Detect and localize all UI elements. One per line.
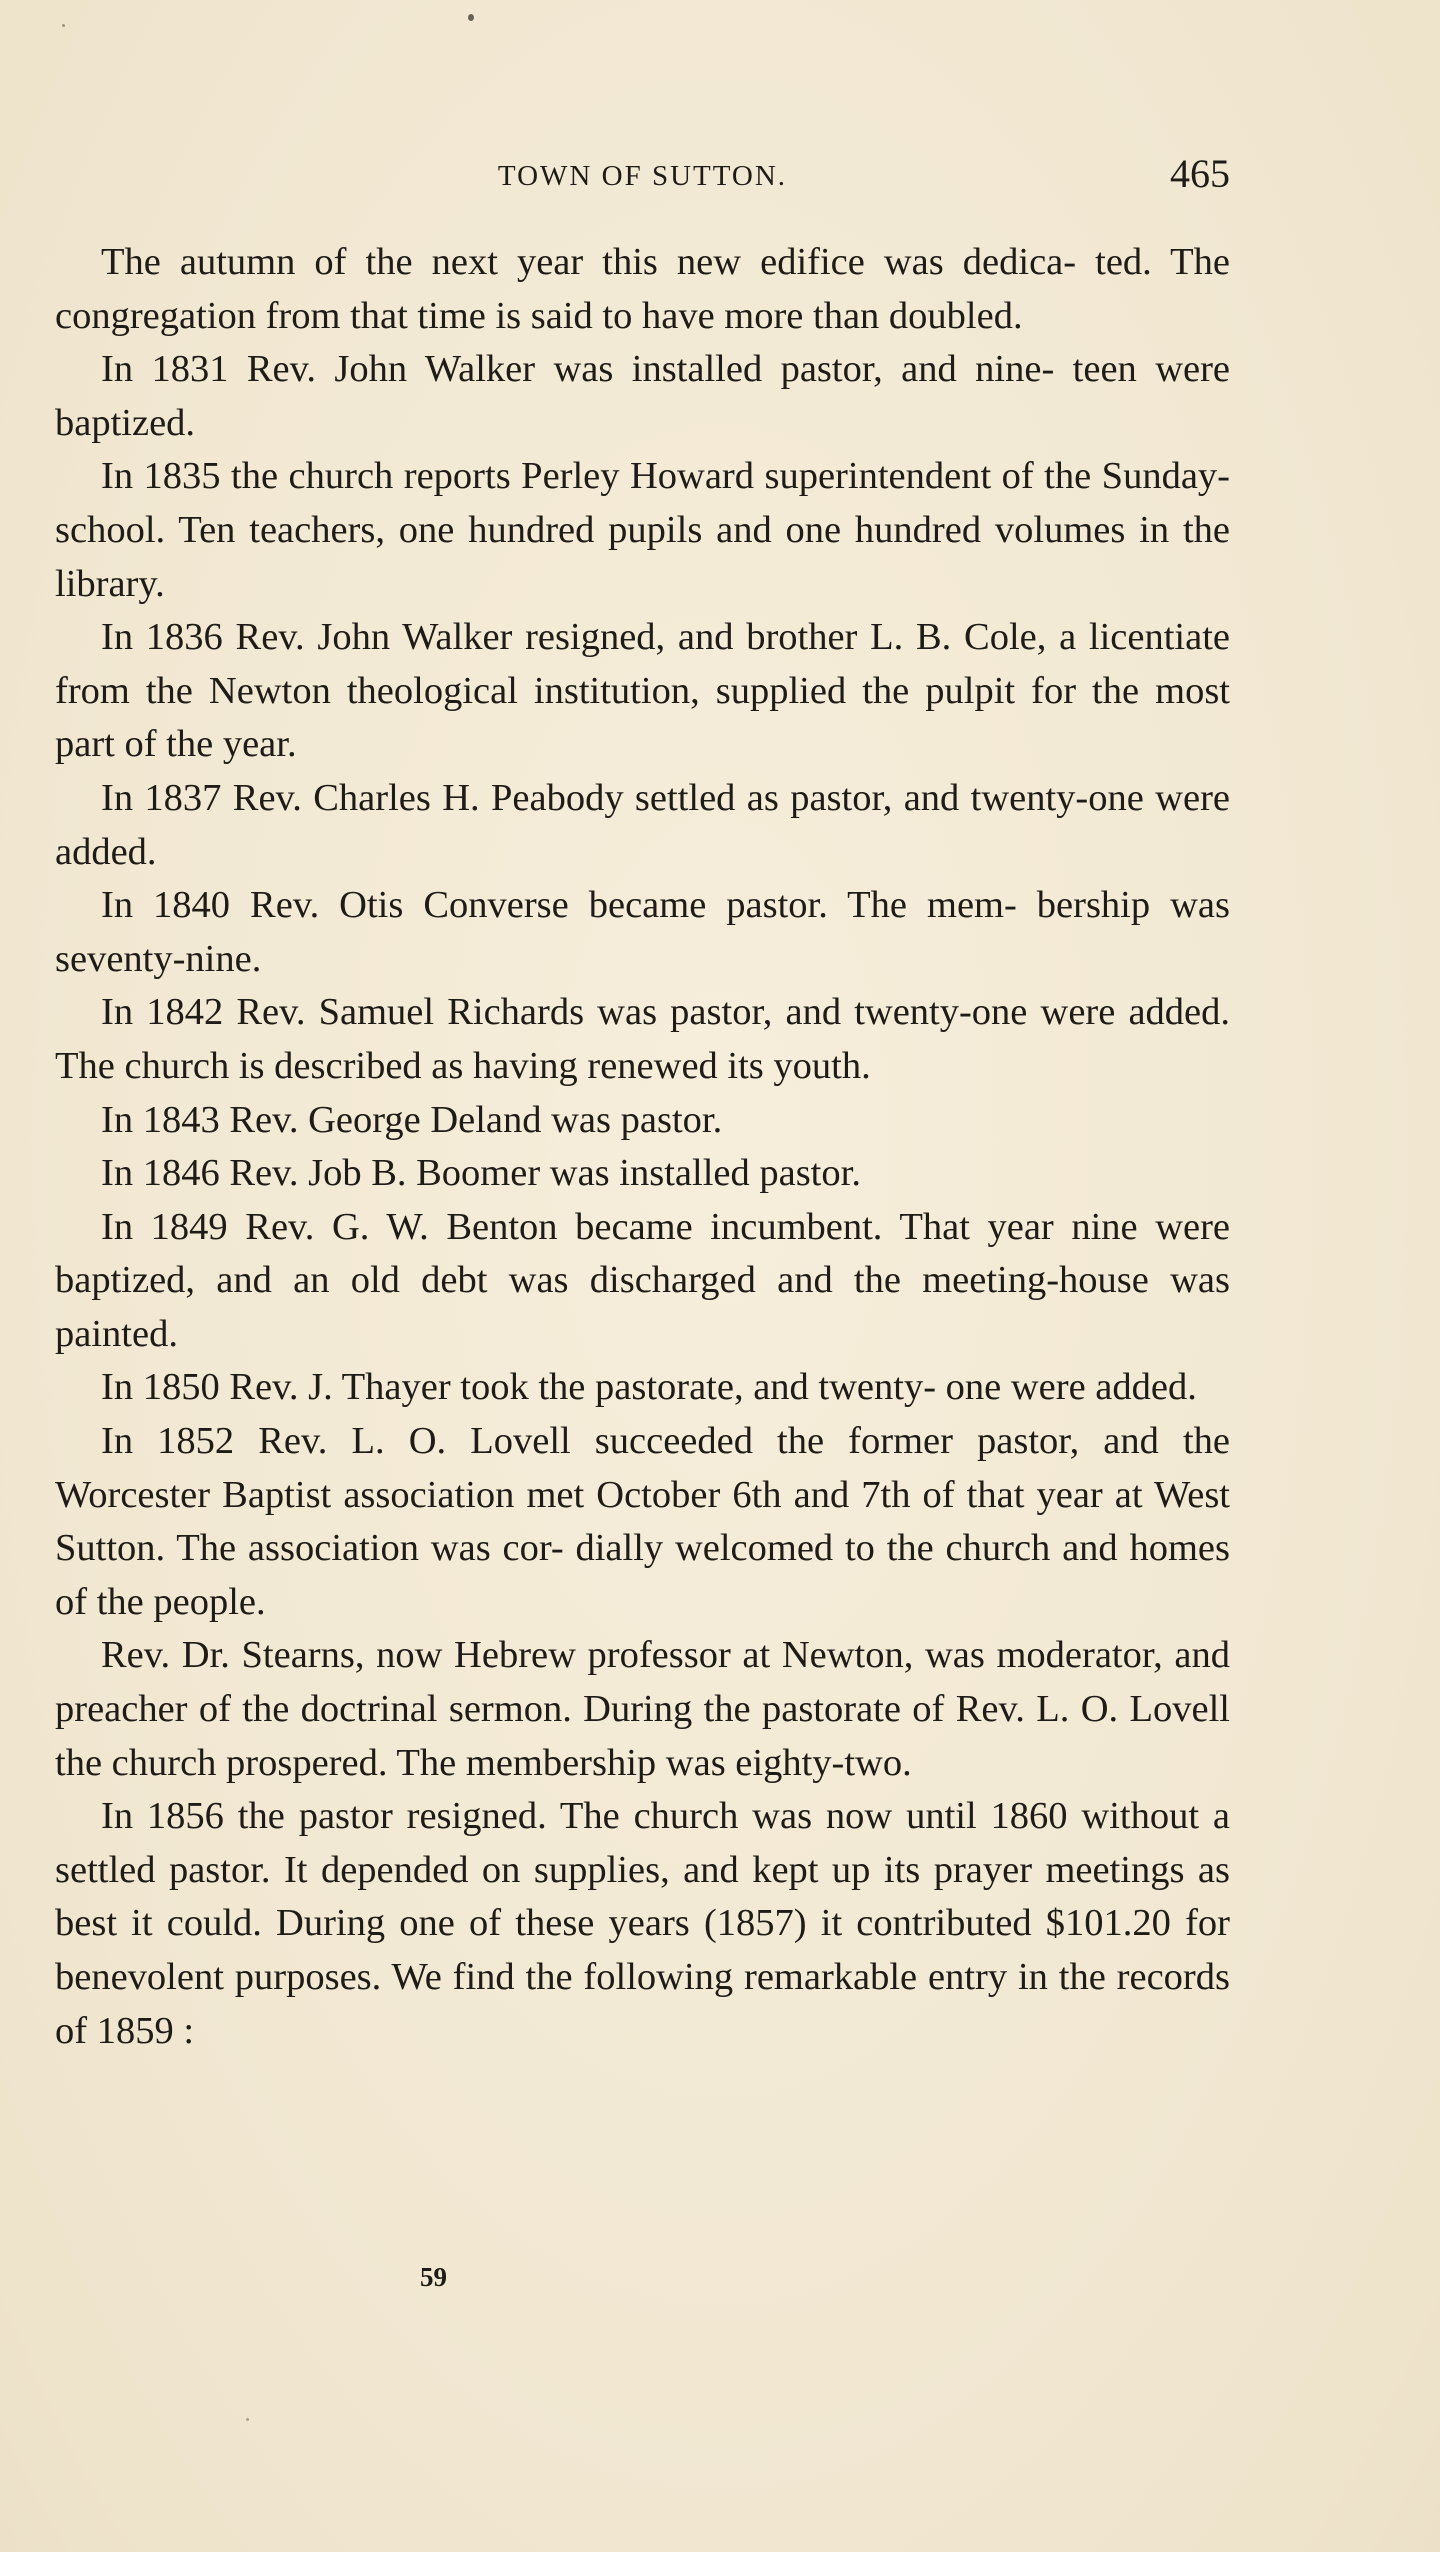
ink-speck: [62, 24, 65, 27]
paragraph-1849: In 1849 Rev. G. W. Benton became incumbent. That year nine were baptized, and an old debt was discharged and the meeting-house was painted.: [55, 1205, 1230, 1355]
paragraph-1836: In 1836 Rev. John Walker resigned, and brother L. B. Cole, a licentiate from the Newton theological institution, supplied the pulpit for the most part of the year.: [55, 616, 1230, 766]
paragraph-dedication: The autumn of the next year this new edifice was dedica- ted. The congregation from that time is said to have more than doubled.: [55, 241, 1230, 337]
paragraph-1843: In 1843 Rev. George Deland was pastor.: [101, 1098, 723, 1141]
ink-speck: [468, 14, 474, 21]
running-title: TOWN OF SUTTON.: [497, 160, 788, 192]
paragraph-1846: In 1846 Rev. Job B. Boomer was installed pastor.: [101, 1152, 861, 1195]
ink-speck: [246, 2418, 249, 2421]
signature-mark: 59: [420, 2262, 447, 2292]
body-text: [55, 236, 1230, 2058]
paragraph-stearns: Rev. Dr. Stearns, now Hebrew professor at Newton, was moderator, and preacher of the doctrinal sermon. During the pastorate of Rev. L. O. Lovell the church prospered. The membership was eighty-two.: [55, 1634, 1230, 1784]
paragraph-1856: In 1856 the pastor resigned. The church was now until 1860 without a settled pastor. It depended on supplies, and kept up its prayer meetings as best it could. During one of these years (1857) it contributed $101.20 for benevolent purposes. We find the following remarkable entry in the records of 1859 :: [55, 1795, 1230, 2052]
paragraph-1837: In 1837 Rev. Charles H. Peabody settled as pastor, and twenty-one were added.: [55, 776, 1230, 873]
paragraph-1852: In 1852 Rev. L. O. Lovell succeeded the former pastor, and the Worcester Baptist association met October 6th and 7th of that year at West Sutton. The association was cor- dially welcomed to the church and homes of the people.: [55, 1420, 1230, 1623]
paragraph-1840: In 1840 Rev. Otis Converse became pastor. The mem- bership was seventy-nine.: [55, 884, 1230, 980]
paragraph-1835: In 1835 the church reports Perley Howard superintendent of the Sunday-school. Ten teachers, one hundred pupils and one hundred volumes in the library.: [55, 455, 1230, 605]
paragraph-1831: In 1831 Rev. John Walker was installed pastor, and nine- teen were baptized.: [55, 348, 1230, 444]
paragraph-1842: In 1842 Rev. Samuel Richards was pastor, and twenty-one were added. The church is described as having renewed its youth.: [55, 991, 1230, 1087]
paragraph-1850: In 1850 Rev. J. Thayer took the pastorate, and twenty- one were added.: [101, 1366, 1197, 1409]
page-number: 465: [1170, 151, 1230, 196]
page-header: [55, 150, 1230, 210]
